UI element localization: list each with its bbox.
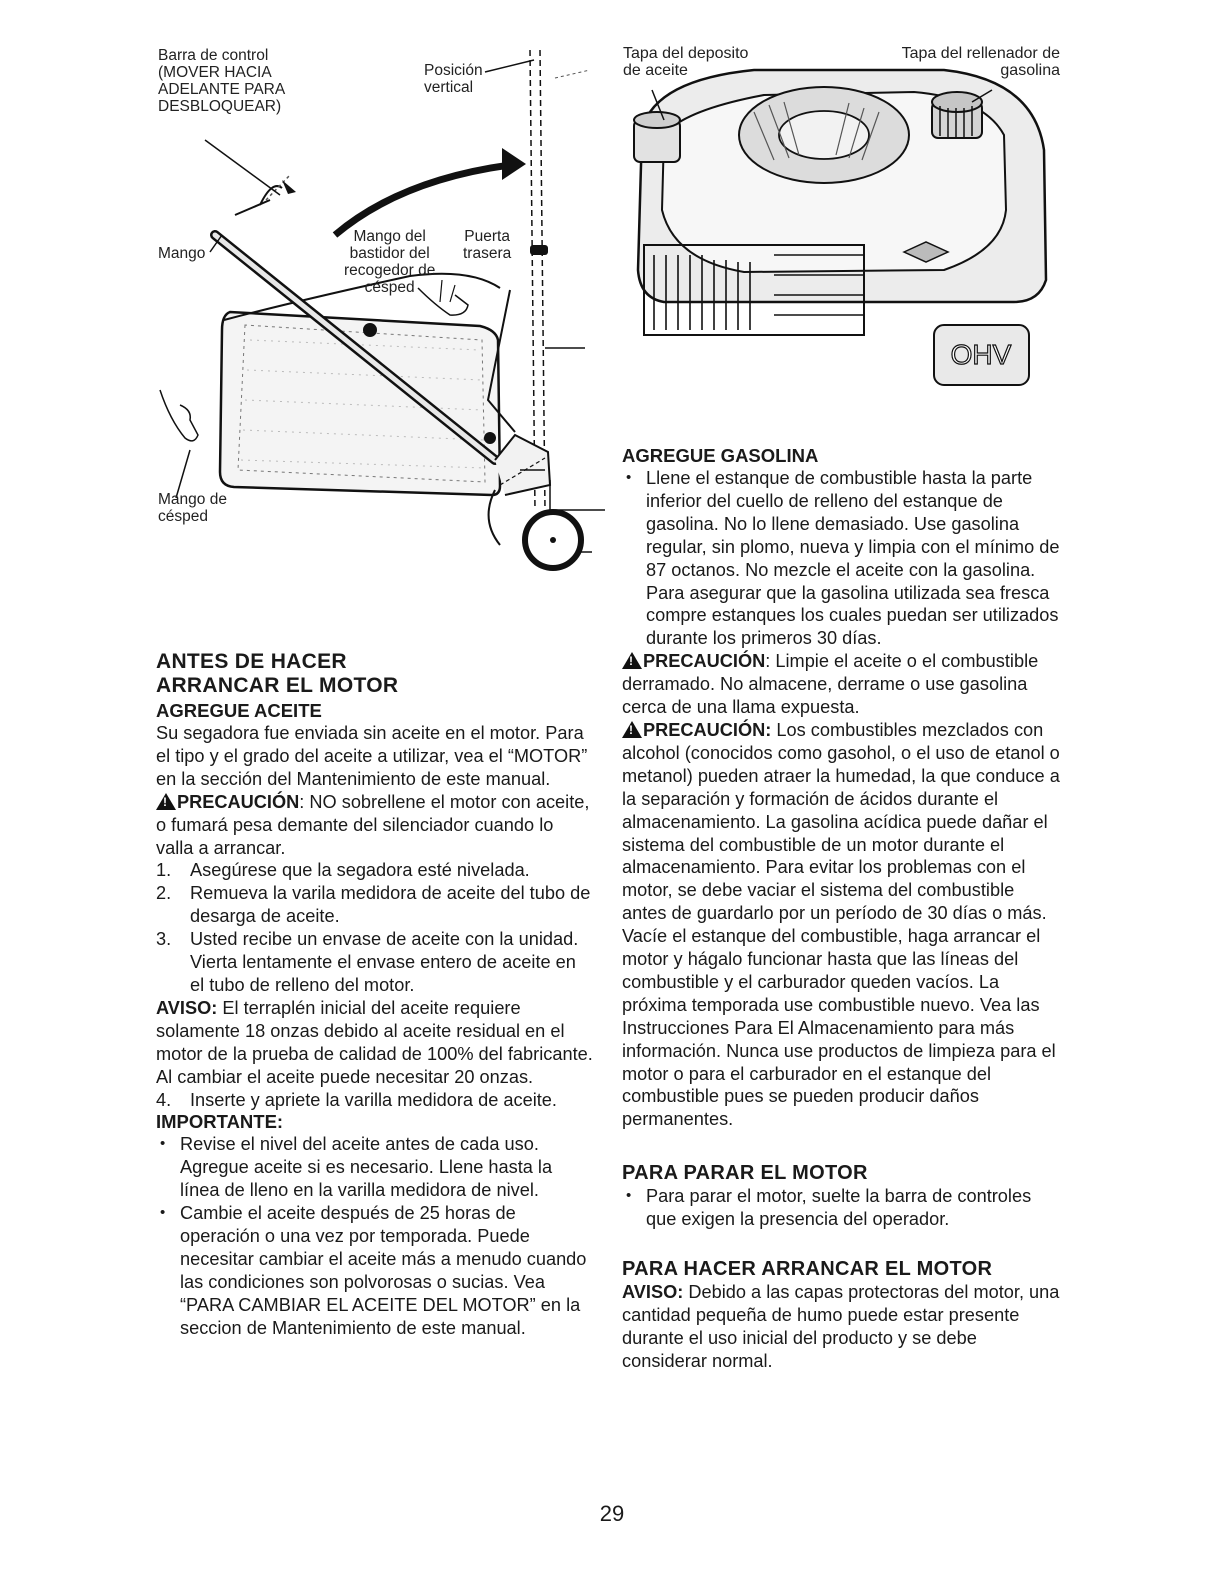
- vertical-position-line: [540, 50, 545, 510]
- list-item: • Cambie el aceite después de 25 horas de operación o una vez por temporada. Puede necesitar cambiar el aceite más a menudo cuando las condiciones son polvorosas o sucias. Vea “PARA CAMBIAR EL ACEITE DEL MOTOR” en la seccion de Mantenimiento de este manual.: [156, 1202, 594, 1339]
- caution-label: PRECAUCIÓN: [177, 791, 300, 812]
- rear-door-label: Puerta trasera: [463, 228, 512, 262]
- oil-step-4: [156, 1089, 594, 1112]
- mower-deck: [495, 435, 550, 495]
- hand-left: [160, 390, 198, 441]
- section-title-line2: ARRANCAR EL MOTOR: [156, 674, 399, 697]
- list-item: • Revise el nivel del aceite antes de cada uso. Agregue aceite si es necesario. Llene hasta la línea de lleno en la varilla medidora de nivel.: [156, 1133, 594, 1202]
- ohv-badge-text: OHV: [950, 339, 1012, 370]
- important-list: [156, 1133, 594, 1339]
- oil-cap-label: Tapa del deposito de aceite: [623, 45, 749, 79]
- list-item: 3. Usted recibe un envase de aceite con la unidad. Vierta lentamente el envase entero de aceite en el tubo de relleno del motor.: [156, 929, 579, 995]
- important-heading: IMPORTANTE:: [156, 1111, 284, 1133]
- engine-illustration: [614, 40, 1070, 370]
- engine-diagram: [614, 40, 1070, 370]
- add-oil-heading: AGREGUE ACEITE: [156, 700, 322, 721]
- start-engine-aviso: AVISO: Debido a las capas protectoras del motor, una cantidad pequeña de humo puede estar presente durante el uso inicial del producto y se debe considerar normal.: [622, 1282, 1060, 1371]
- grass-handle-label: Mango de césped: [158, 491, 227, 525]
- add-oil-intro: Su segadora fue enviada sin aceite en el motor. Para el tipo y el grado del aceite a utilizar, vea el “MOTOR” en la sección del Mantenimiento de este manual.: [156, 723, 588, 789]
- section-title-line1: ANTES DE HACER: [156, 650, 347, 673]
- vertical-position-label: Posición vertical: [424, 62, 483, 96]
- list-item: • Llene el estanque de combustible hasta la parte inferior del cuello de relleno del estanque de gasolina. No lo llene demasiado. Use gasolina regular, sin plomo, nueva y limpia con el mínimo de 87 octanos. No mezcle el aceite con la gasolina. Para asegurar que la gasolina utilizada sea fresca compre estanques los cuales puedan ser utilizados durante los primeros 30 días.: [622, 467, 1062, 650]
- oil-steps: [156, 859, 594, 996]
- left-column: [156, 650, 594, 1340]
- warning-icon: [622, 721, 642, 738]
- handle-label: Mango: [158, 245, 206, 262]
- warning-icon: [156, 793, 176, 810]
- list-item: 1. Asegúrese que la segadora esté nivelada.: [156, 860, 530, 881]
- catcher-frame-handle-label: Mango del bastidor del recogedor de césped: [344, 228, 436, 296]
- list-item: 2. Remueva la varila medidora de aceite del tubo de desarga de aceite.: [156, 883, 591, 927]
- start-engine-heading: PARA HACER ARRANCAR EL MOTOR: [622, 1258, 993, 1281]
- caution-fuel-spill: !PRECAUCIÓN: Limpie el aceite o el combustible derramado. No almacene, derrame o use gasolina cerca de una llama expuesta.: [622, 650, 1062, 719]
- add-fuel-list: [622, 467, 1062, 650]
- control-bar-label: Barra de control (MOVER HACIA ADELANTE PARA DESBLOQUEAR): [158, 47, 286, 115]
- right-column: [622, 445, 1062, 1373]
- list-item: • Para parar el motor, suelte la barra de controles que exigen la presencia del operador.: [622, 1185, 1062, 1231]
- list-item: 4. Inserte y apriete la varilla medidora de aceite.: [156, 1089, 557, 1110]
- page-number: 29: [599, 1501, 625, 1526]
- fuel-cap-label: Tapa del rellenador de gasolina: [901, 45, 1060, 79]
- caution-oil: [156, 791, 594, 860]
- caution-text: : NO sobrellene el motor con aceite, o fumará pesa demante del silenciador cuando lo valla a arrancar.: [156, 791, 590, 858]
- caution-alcohol-fuel: !PRECAUCIÓN: Los combustibles mezclados con alcohol (conocidos como gasohol, o el uso de etanol o metanol) pueden atraer la humedad, la que conduce a la separación y formación de ácidos durante el almacenamiento. La gasolina acídica puede dañar el sistema del combustible de un motor durante el almacenamiento. Para evitar los problemas con el motor, se debe vaciar el sistema del combustible antes de guardarlo por un período de 30 días o más. Vacíe el estanque del combustible, haga arrancar el motor y hágalo funcionar hasta que las líneas del combustible y el carburador queden vacíos. La próxima temporada use combustible nuevo. Vea las Instrucciones Para El Almacenamiento para más información. Nunca use productos de limpieza para el motor o para el carburador en el estanque del combustible pues se pueden producir daños permanentes.: [622, 719, 1062, 1131]
- stop-engine-heading: PARA PARAR EL MOTOR: [622, 1162, 868, 1185]
- aviso-oil: AVISO: El terraplén inicial del aceite requiere solamente 18 onzas debido al aceite residual en el motor de la prueba de calidad de 100% del fabricante. Al cambiar el aceite puede necesitar 20 onzas.: [156, 997, 593, 1087]
- warning-icon: [622, 652, 642, 669]
- add-fuel-heading: AGREGUE GASOLINA: [622, 445, 819, 466]
- stop-engine-list: [622, 1185, 1062, 1231]
